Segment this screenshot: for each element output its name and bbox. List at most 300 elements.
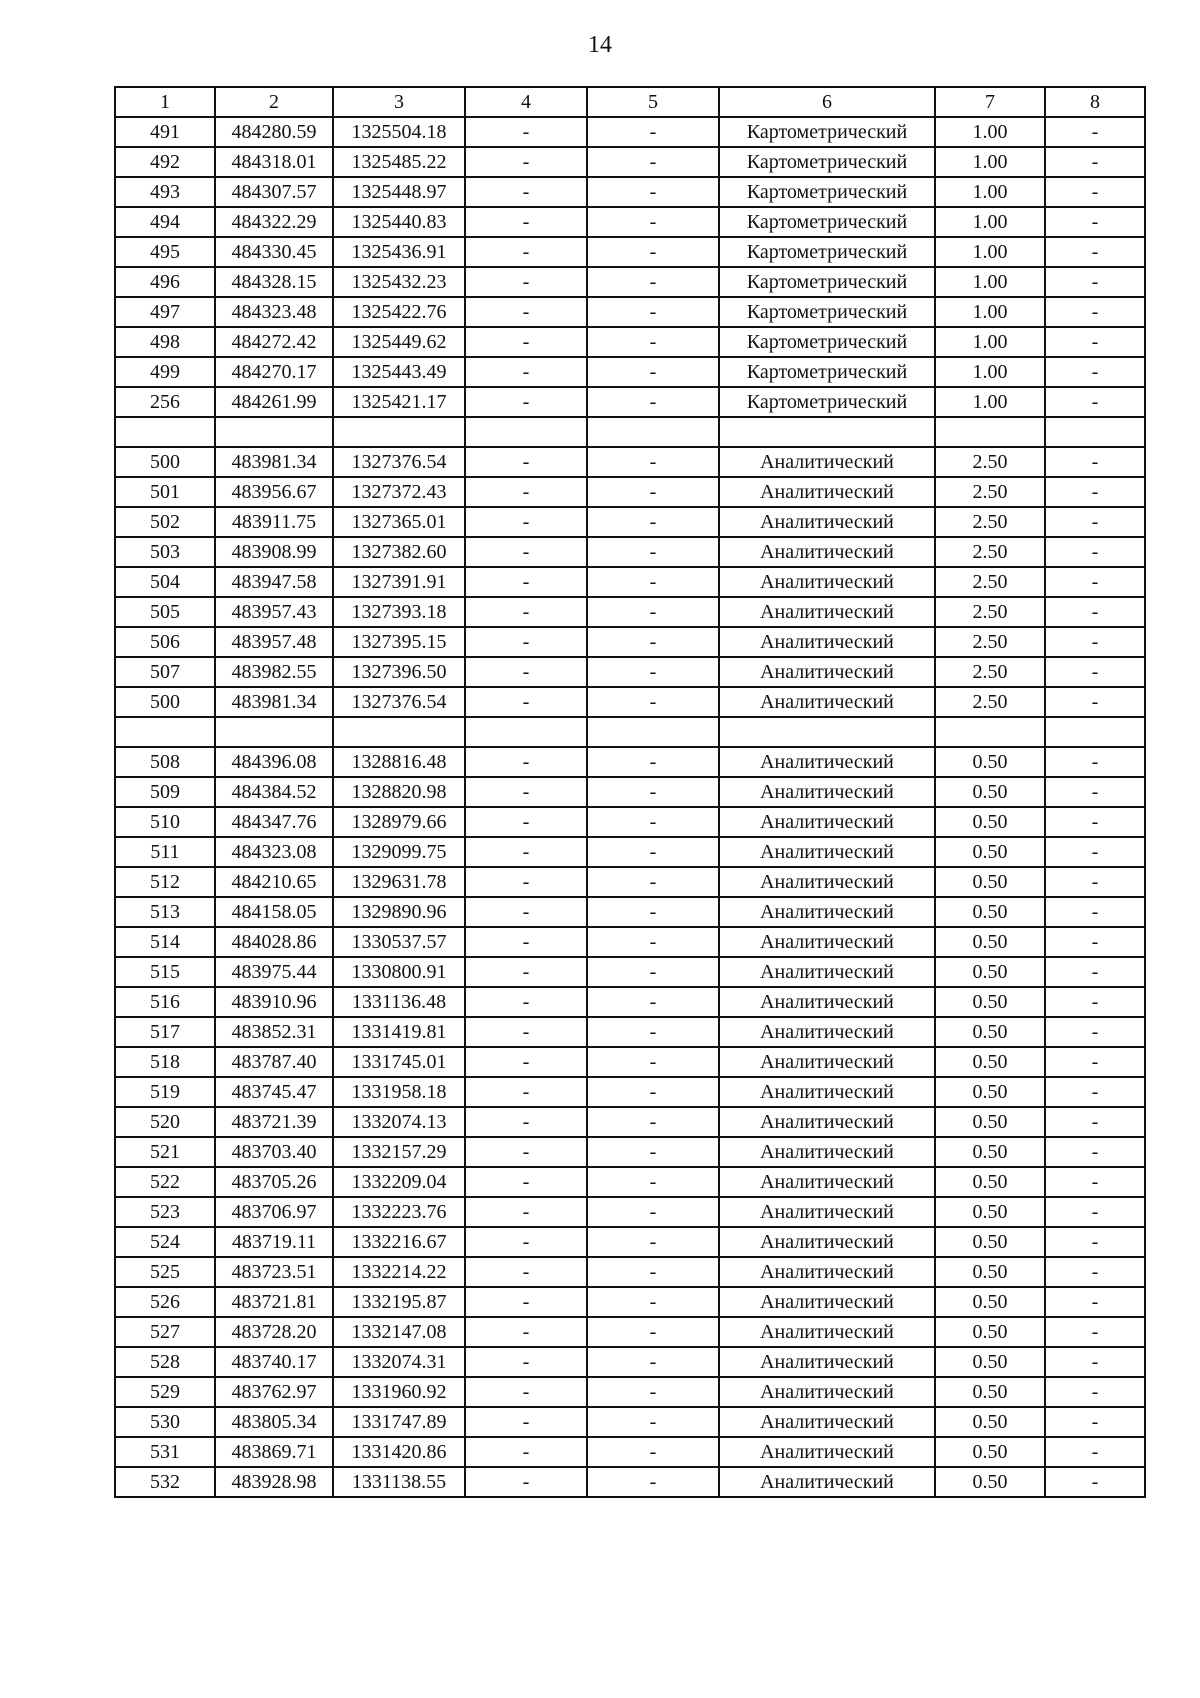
table-cell: - bbox=[465, 477, 587, 507]
table-cell: 0.50 bbox=[935, 987, 1045, 1017]
table-cell: 483957.48 bbox=[215, 627, 333, 657]
table-cell: 0.50 bbox=[935, 1287, 1045, 1317]
table-cell: 0.50 bbox=[935, 867, 1045, 897]
table-row bbox=[115, 177, 1145, 207]
table-cell: 483745.47 bbox=[215, 1077, 333, 1107]
table-row bbox=[115, 507, 1145, 537]
table-cell bbox=[215, 717, 333, 747]
table-cell: 1332074.31 bbox=[333, 1347, 465, 1377]
table-cell: 512 bbox=[115, 867, 215, 897]
table-cell: 523 bbox=[115, 1197, 215, 1227]
table-cell: Аналитический bbox=[719, 597, 935, 627]
table-cell: 0.50 bbox=[935, 1017, 1045, 1047]
table-cell: Аналитический bbox=[719, 1047, 935, 1077]
table-cell: - bbox=[1045, 387, 1145, 417]
table-cell: 2.50 bbox=[935, 507, 1045, 537]
table-cell: 521 bbox=[115, 1137, 215, 1167]
column-header: 6 bbox=[719, 87, 935, 117]
table-cell: 519 bbox=[115, 1077, 215, 1107]
table-cell: - bbox=[1045, 1017, 1145, 1047]
table-body bbox=[115, 117, 1145, 1497]
table-cell: - bbox=[465, 1167, 587, 1197]
table-cell: 484307.57 bbox=[215, 177, 333, 207]
table-cell: 1325443.49 bbox=[333, 357, 465, 387]
table-row bbox=[115, 927, 1145, 957]
table-cell: 483719.11 bbox=[215, 1227, 333, 1257]
table-row bbox=[115, 1317, 1145, 1347]
table-cell: - bbox=[465, 177, 587, 207]
table-cell: 483956.67 bbox=[215, 477, 333, 507]
table-cell: 1327395.15 bbox=[333, 627, 465, 657]
table-cell: - bbox=[1045, 777, 1145, 807]
table-row bbox=[115, 1227, 1145, 1257]
table-row bbox=[115, 1137, 1145, 1167]
table-cell: 1327393.18 bbox=[333, 597, 465, 627]
table-cell: 1327376.54 bbox=[333, 687, 465, 717]
table-cell: - bbox=[465, 1227, 587, 1257]
table-header-row bbox=[115, 87, 1145, 117]
table-cell: Аналитический bbox=[719, 867, 935, 897]
table-cell: 515 bbox=[115, 957, 215, 987]
table-cell: Картометрический bbox=[719, 237, 935, 267]
table-cell: - bbox=[1045, 117, 1145, 147]
table-cell: - bbox=[1045, 627, 1145, 657]
table-cell: - bbox=[465, 1347, 587, 1377]
table-row bbox=[115, 807, 1145, 837]
table-cell bbox=[1045, 717, 1145, 747]
table-cell: - bbox=[465, 1047, 587, 1077]
table-cell: 524 bbox=[115, 1227, 215, 1257]
table-separator-row bbox=[115, 717, 1145, 747]
table-cell: 1325421.17 bbox=[333, 387, 465, 417]
table-cell: Аналитический bbox=[719, 1347, 935, 1377]
table-cell: - bbox=[1045, 1047, 1145, 1077]
table-cell: - bbox=[587, 897, 719, 927]
table-cell: 2.50 bbox=[935, 627, 1045, 657]
table-cell: - bbox=[587, 297, 719, 327]
table-cell: - bbox=[465, 297, 587, 327]
table-cell: 496 bbox=[115, 267, 215, 297]
table-row bbox=[115, 1347, 1145, 1377]
table-cell: - bbox=[587, 657, 719, 687]
table-cell: 484322.29 bbox=[215, 207, 333, 237]
table-cell: 1332074.13 bbox=[333, 1107, 465, 1137]
table-cell: Аналитический bbox=[719, 1107, 935, 1137]
table-cell: 0.50 bbox=[935, 1227, 1045, 1257]
table-cell: - bbox=[465, 1407, 587, 1437]
table-cell: 505 bbox=[115, 597, 215, 627]
table-cell: - bbox=[1045, 1287, 1145, 1317]
table-cell: 1325422.76 bbox=[333, 297, 465, 327]
table-cell: - bbox=[587, 837, 719, 867]
table-row bbox=[115, 1377, 1145, 1407]
table-cell: 1328820.98 bbox=[333, 777, 465, 807]
table-cell: - bbox=[587, 567, 719, 597]
table-cell: 1.00 bbox=[935, 207, 1045, 237]
table-cell: - bbox=[587, 1047, 719, 1077]
table-cell: Аналитический bbox=[719, 627, 935, 657]
table-cell: 1332157.29 bbox=[333, 1137, 465, 1167]
table-cell: - bbox=[587, 1107, 719, 1137]
table-cell: - bbox=[587, 177, 719, 207]
table-cell: 1325432.23 bbox=[333, 267, 465, 297]
table-cell: 483869.71 bbox=[215, 1437, 333, 1467]
table-cell: - bbox=[1045, 867, 1145, 897]
table-cell: 527 bbox=[115, 1317, 215, 1347]
table-cell: Аналитический bbox=[719, 747, 935, 777]
table-row bbox=[115, 1407, 1145, 1437]
table-cell: - bbox=[465, 627, 587, 657]
table-cell: Аналитический bbox=[719, 1167, 935, 1197]
table-cell: 1325440.83 bbox=[333, 207, 465, 237]
table-cell: 510 bbox=[115, 807, 215, 837]
table-cell: 1.00 bbox=[935, 117, 1045, 147]
table-cell: - bbox=[465, 987, 587, 1017]
table-cell: 1.00 bbox=[935, 387, 1045, 417]
table-cell: 1328979.66 bbox=[333, 807, 465, 837]
table-row bbox=[115, 687, 1145, 717]
table-cell: - bbox=[1045, 1467, 1145, 1497]
table-row bbox=[115, 1107, 1145, 1137]
table-cell: - bbox=[1045, 1197, 1145, 1227]
table-cell bbox=[465, 717, 587, 747]
table-cell: - bbox=[1045, 447, 1145, 477]
table-row bbox=[115, 357, 1145, 387]
table-cell: Аналитический bbox=[719, 1437, 935, 1467]
table-cell: 2.50 bbox=[935, 567, 1045, 597]
table-cell: - bbox=[587, 1347, 719, 1377]
table-cell: 1331419.81 bbox=[333, 1017, 465, 1047]
table-cell: 495 bbox=[115, 237, 215, 267]
table-row bbox=[115, 387, 1145, 417]
table-cell: 514 bbox=[115, 927, 215, 957]
table-cell: 503 bbox=[115, 537, 215, 567]
table-separator-row bbox=[115, 417, 1145, 447]
table-cell: - bbox=[1045, 1107, 1145, 1137]
table-cell: Картометрический bbox=[719, 357, 935, 387]
table-cell: - bbox=[465, 957, 587, 987]
table-cell: 1.00 bbox=[935, 147, 1045, 177]
table-cell: - bbox=[465, 1317, 587, 1347]
table-cell: 483910.96 bbox=[215, 987, 333, 1017]
table-cell: - bbox=[1045, 837, 1145, 867]
table-cell: 0.50 bbox=[935, 1437, 1045, 1467]
table-cell: 499 bbox=[115, 357, 215, 387]
table-cell: 0.50 bbox=[935, 927, 1045, 957]
table-cell: - bbox=[587, 687, 719, 717]
table-cell: - bbox=[465, 447, 587, 477]
table-cell: - bbox=[465, 1437, 587, 1467]
table-cell: 506 bbox=[115, 627, 215, 657]
table-cell: 483728.20 bbox=[215, 1317, 333, 1347]
table-cell: 0.50 bbox=[935, 1377, 1045, 1407]
table-cell: 483787.40 bbox=[215, 1047, 333, 1077]
table-cell: 1325436.91 bbox=[333, 237, 465, 267]
table-cell: 483705.26 bbox=[215, 1167, 333, 1197]
table-cell: - bbox=[465, 1137, 587, 1167]
table-cell: - bbox=[587, 627, 719, 657]
table-cell: - bbox=[587, 1227, 719, 1257]
column-header: 4 bbox=[465, 87, 587, 117]
table-cell: 508 bbox=[115, 747, 215, 777]
table-cell: 0.50 bbox=[935, 1257, 1045, 1287]
table-cell: - bbox=[1045, 747, 1145, 777]
table-cell: - bbox=[1045, 1137, 1145, 1167]
table-cell: - bbox=[465, 747, 587, 777]
table-cell: 484347.76 bbox=[215, 807, 333, 837]
table-cell: 483762.97 bbox=[215, 1377, 333, 1407]
table-row bbox=[115, 747, 1145, 777]
table-cell: Аналитический bbox=[719, 987, 935, 1017]
table-cell bbox=[935, 417, 1045, 447]
table-cell: Аналитический bbox=[719, 657, 935, 687]
table-cell: - bbox=[465, 1287, 587, 1317]
table-cell: 531 bbox=[115, 1437, 215, 1467]
table-cell: Аналитический bbox=[719, 1317, 935, 1347]
table-cell: 1331747.89 bbox=[333, 1407, 465, 1437]
table-row bbox=[115, 1287, 1145, 1317]
table-cell: 483740.17 bbox=[215, 1347, 333, 1377]
table-cell: Аналитический bbox=[719, 1287, 935, 1317]
table-cell: Аналитический bbox=[719, 1377, 935, 1407]
table-cell: 2.50 bbox=[935, 597, 1045, 627]
table-cell: Аналитический bbox=[719, 1017, 935, 1047]
table-cell: Аналитический bbox=[719, 567, 935, 597]
table-cell: - bbox=[587, 117, 719, 147]
table-row bbox=[115, 1017, 1145, 1047]
table-cell: 525 bbox=[115, 1257, 215, 1287]
table-cell: - bbox=[465, 327, 587, 357]
table-cell: 483723.51 bbox=[215, 1257, 333, 1287]
table-cell: 483911.75 bbox=[215, 507, 333, 537]
table-row bbox=[115, 117, 1145, 147]
table-row bbox=[115, 207, 1145, 237]
table-cell: 483908.99 bbox=[215, 537, 333, 567]
table-cell: 1325448.97 bbox=[333, 177, 465, 207]
table-cell bbox=[115, 717, 215, 747]
table-cell: 1331958.18 bbox=[333, 1077, 465, 1107]
table-row bbox=[115, 657, 1145, 687]
table-cell: - bbox=[587, 777, 719, 807]
table-cell: 0.50 bbox=[935, 777, 1045, 807]
table-cell: 483805.34 bbox=[215, 1407, 333, 1437]
table-cell: 256 bbox=[115, 387, 215, 417]
table-cell: - bbox=[1045, 1167, 1145, 1197]
table-cell: - bbox=[465, 1077, 587, 1107]
table-cell: 1330537.57 bbox=[333, 927, 465, 957]
table-cell: Аналитический bbox=[719, 477, 935, 507]
table-cell: 1331960.92 bbox=[333, 1377, 465, 1407]
table-cell bbox=[333, 717, 465, 747]
table-row bbox=[115, 957, 1145, 987]
table-cell: Картометрический bbox=[719, 117, 935, 147]
table-cell bbox=[465, 417, 587, 447]
table-cell: 1.00 bbox=[935, 357, 1045, 387]
table-cell: 2.50 bbox=[935, 477, 1045, 507]
table-cell: - bbox=[587, 1407, 719, 1437]
coordinates-table bbox=[114, 86, 1146, 1498]
table-cell: - bbox=[587, 867, 719, 897]
table-cell: - bbox=[587, 207, 719, 237]
table-cell: 0.50 bbox=[935, 1347, 1045, 1377]
table-cell: - bbox=[465, 1257, 587, 1287]
table-cell: 520 bbox=[115, 1107, 215, 1137]
table-row bbox=[115, 267, 1145, 297]
table-cell: 492 bbox=[115, 147, 215, 177]
table-cell: - bbox=[587, 747, 719, 777]
table-cell: - bbox=[587, 1017, 719, 1047]
table-cell: Аналитический bbox=[719, 687, 935, 717]
table-cell: - bbox=[1045, 1407, 1145, 1437]
table-cell: - bbox=[587, 1317, 719, 1347]
table-cell: - bbox=[587, 1077, 719, 1107]
table-cell: 483981.34 bbox=[215, 447, 333, 477]
table-cell: 483721.81 bbox=[215, 1287, 333, 1317]
table-cell: 1331136.48 bbox=[333, 987, 465, 1017]
table-cell: 1332214.22 bbox=[333, 1257, 465, 1287]
table-cell: 1331138.55 bbox=[333, 1467, 465, 1497]
table-cell: 0.50 bbox=[935, 1107, 1045, 1137]
table-cell: - bbox=[465, 387, 587, 417]
table-cell: - bbox=[1045, 537, 1145, 567]
table-cell: 0.50 bbox=[935, 1047, 1045, 1077]
table-row bbox=[115, 1047, 1145, 1077]
table-cell: - bbox=[587, 537, 719, 567]
table-row bbox=[115, 477, 1145, 507]
table-cell: - bbox=[1045, 1347, 1145, 1377]
table-cell: Картометрический bbox=[719, 327, 935, 357]
table-row bbox=[115, 987, 1145, 1017]
table-cell: 2.50 bbox=[935, 537, 1045, 567]
table-cell: - bbox=[1045, 987, 1145, 1017]
table-cell: 484270.17 bbox=[215, 357, 333, 387]
page-number: 14 bbox=[588, 32, 612, 58]
table-cell: Картометрический bbox=[719, 177, 935, 207]
table-cell: 1327391.91 bbox=[333, 567, 465, 597]
table-cell: Аналитический bbox=[719, 447, 935, 477]
table-cell: 484323.48 bbox=[215, 297, 333, 327]
table-cell: 483852.31 bbox=[215, 1017, 333, 1047]
table-row bbox=[115, 1077, 1145, 1107]
table-cell: - bbox=[465, 507, 587, 537]
table-cell: Аналитический bbox=[719, 1467, 935, 1497]
table-cell: 483975.44 bbox=[215, 957, 333, 987]
table-cell: 0.50 bbox=[935, 747, 1045, 777]
table-cell: 530 bbox=[115, 1407, 215, 1437]
table-cell: Картометрический bbox=[719, 297, 935, 327]
table-cell: - bbox=[1045, 327, 1145, 357]
table-cell: 1325449.62 bbox=[333, 327, 465, 357]
table-cell: 526 bbox=[115, 1287, 215, 1317]
table-cell: - bbox=[465, 777, 587, 807]
table-cell: 0.50 bbox=[935, 1167, 1045, 1197]
table-cell: - bbox=[1045, 207, 1145, 237]
table-cell: 484280.59 bbox=[215, 117, 333, 147]
table-cell: 484210.65 bbox=[215, 867, 333, 897]
table-cell: 1327396.50 bbox=[333, 657, 465, 687]
table-cell: - bbox=[1045, 957, 1145, 987]
table-cell: - bbox=[1045, 927, 1145, 957]
table-cell: - bbox=[465, 897, 587, 927]
table-cell: - bbox=[465, 837, 587, 867]
table-cell: Аналитический bbox=[719, 897, 935, 927]
table-cell: 497 bbox=[115, 297, 215, 327]
table-cell bbox=[333, 417, 465, 447]
table-cell: - bbox=[587, 477, 719, 507]
table-cell: - bbox=[1045, 1257, 1145, 1287]
table-cell: 501 bbox=[115, 477, 215, 507]
table-cell: 494 bbox=[115, 207, 215, 237]
table-cell: - bbox=[1045, 597, 1145, 627]
table-cell: - bbox=[1045, 567, 1145, 597]
table-cell: - bbox=[1045, 1437, 1145, 1467]
table-row bbox=[115, 597, 1145, 627]
table-cell: - bbox=[587, 1167, 719, 1197]
table-cell: - bbox=[1045, 267, 1145, 297]
column-header: 7 bbox=[935, 87, 1045, 117]
table-cell: 0.50 bbox=[935, 1317, 1045, 1347]
table-cell: 1330800.91 bbox=[333, 957, 465, 987]
table-cell: - bbox=[465, 687, 587, 717]
table-cell: - bbox=[587, 1377, 719, 1407]
table-cell: Аналитический bbox=[719, 1407, 935, 1437]
column-header: 3 bbox=[333, 87, 465, 117]
table-cell: - bbox=[1045, 477, 1145, 507]
table-cell: 484323.08 bbox=[215, 837, 333, 867]
table-cell: - bbox=[465, 927, 587, 957]
table-cell: 1327376.54 bbox=[333, 447, 465, 477]
table-cell: - bbox=[587, 1257, 719, 1287]
table-cell: - bbox=[465, 267, 587, 297]
table-cell: Аналитический bbox=[719, 1137, 935, 1167]
table-cell: 483957.43 bbox=[215, 597, 333, 627]
table-cell: 484396.08 bbox=[215, 747, 333, 777]
table-cell: 483721.39 bbox=[215, 1107, 333, 1137]
table-row bbox=[115, 1467, 1145, 1497]
table-row bbox=[115, 1197, 1145, 1227]
table-cell: 483703.40 bbox=[215, 1137, 333, 1167]
table-cell: 1.00 bbox=[935, 267, 1045, 297]
table-row bbox=[115, 777, 1145, 807]
table-cell: 0.50 bbox=[935, 897, 1045, 927]
table-cell: 0.50 bbox=[935, 1197, 1045, 1227]
table-cell: - bbox=[587, 387, 719, 417]
table-cell: 2.50 bbox=[935, 657, 1045, 687]
table-cell: 2.50 bbox=[935, 687, 1045, 717]
table-cell: 483981.34 bbox=[215, 687, 333, 717]
table-cell: - bbox=[1045, 1377, 1145, 1407]
table-cell: 1325485.22 bbox=[333, 147, 465, 177]
table-cell bbox=[719, 717, 935, 747]
table-cell: 507 bbox=[115, 657, 215, 687]
table-cell: - bbox=[587, 267, 719, 297]
table-cell: - bbox=[465, 357, 587, 387]
table-cell: 0.50 bbox=[935, 837, 1045, 867]
column-header: 1 bbox=[115, 87, 215, 117]
table-cell: - bbox=[587, 1197, 719, 1227]
table-cell: Картометрический bbox=[719, 207, 935, 237]
table-cell: 1327372.43 bbox=[333, 477, 465, 507]
table-cell: - bbox=[587, 237, 719, 267]
table-cell: - bbox=[465, 147, 587, 177]
table-cell: - bbox=[1045, 657, 1145, 687]
table-cell: - bbox=[587, 1287, 719, 1317]
table-cell bbox=[1045, 417, 1145, 447]
table-cell: 1332223.76 bbox=[333, 1197, 465, 1227]
table-cell: Аналитический bbox=[719, 507, 935, 537]
table-row bbox=[115, 537, 1145, 567]
table-cell: Аналитический bbox=[719, 537, 935, 567]
